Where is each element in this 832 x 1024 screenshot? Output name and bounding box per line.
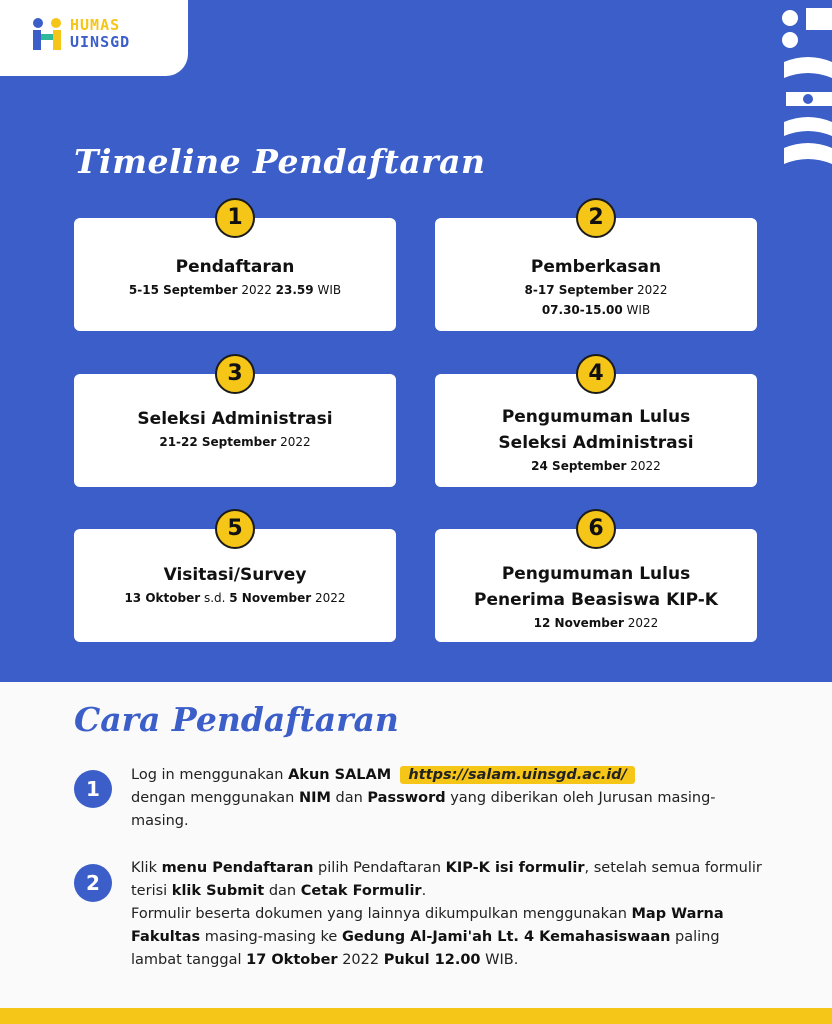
logo-panel [0, 0, 188, 76]
decorative-pattern-icon [772, 0, 832, 170]
step-number-badge: 6 [576, 509, 616, 549]
card-time: 07.30-15.00 WIB [541, 303, 651, 317]
timeline-card-3 [74, 361, 396, 487]
humas-logo-icon [30, 16, 64, 52]
logo-text [70, 17, 130, 51]
step-number-badge: 5 [215, 509, 255, 549]
timeline-card-1 [74, 205, 396, 331]
card-title: Pengumuman Lulus [501, 407, 691, 427]
card-date: 5-15 September 2022 23.59 WIB [128, 283, 342, 297]
card-date: 8-17 September 2022 [524, 283, 668, 297]
card-date: 21-22 September 2022 [159, 435, 311, 449]
instruction-step-2-text: Klik menu Pendaftaran pilih Pendaftaran KIP-K isi formulir, setelah semua formulir terisi klik Submit dan Cetak Formulir. Formulir beserta dokumen yang lainnya dikumpulkan menggunakan Map Warna Fakultas masing-masing ke Gedung Al-Jami'ah Lt. 4 Kemahasiswaan paling lambat tanggal 17 Oktober 2022 Pukul 12.00 WIB. [131, 860, 762, 968]
logo-line-uinsgd: UINSGD [70, 33, 131, 51]
step-number-badge: 2 [576, 198, 616, 238]
step-number-badge: 1 [215, 198, 255, 238]
step-number-badge: 3 [215, 354, 255, 394]
instruction-step-1-text: Log in menggunakan Akun SALAM https://salam.uinsgd.ac.id/ dengan menggunakan NIM dan Password yang diberikan oleh Jurusan masing-masing. [131, 767, 716, 829]
instruction-step-2-badge: 2 [74, 864, 112, 902]
card-title-line2: Penerima Beasiswa KIP-K [474, 590, 718, 610]
card-title: Pemberkasan [530, 257, 662, 277]
cara-pendaftaran-title: Cara Pendaftaran [74, 700, 399, 739]
card-title: Pendaftaran [175, 257, 295, 277]
footer-bar [0, 1008, 832, 1024]
timeline-card-4 [435, 361, 757, 487]
card-title-line2: Seleksi Administrasi [498, 433, 694, 453]
step-number-badge: 4 [576, 354, 616, 394]
timeline-title: Timeline Pendaftaran [74, 142, 486, 181]
card-title: Pengumuman Lulus [501, 564, 691, 584]
timeline-card-5 [74, 516, 396, 642]
instruction-step-1-badge: 1 [74, 770, 112, 808]
card-date: 24 September 2022 [531, 459, 661, 473]
card-title: Visitasi/Survey [163, 565, 307, 585]
salam-url-link[interactable]: https://salam.uinsgd.ac.id/ [400, 766, 634, 784]
timeline-card-6 [435, 516, 757, 642]
card-title: Seleksi Administrasi [137, 409, 333, 429]
card-date: 13 Oktober s.d. 5 November 2022 [124, 591, 346, 605]
logo-line-humas: HUMAS [70, 16, 121, 34]
card-date: 12 November 2022 [533, 616, 659, 630]
timeline-card-2 [435, 205, 757, 331]
